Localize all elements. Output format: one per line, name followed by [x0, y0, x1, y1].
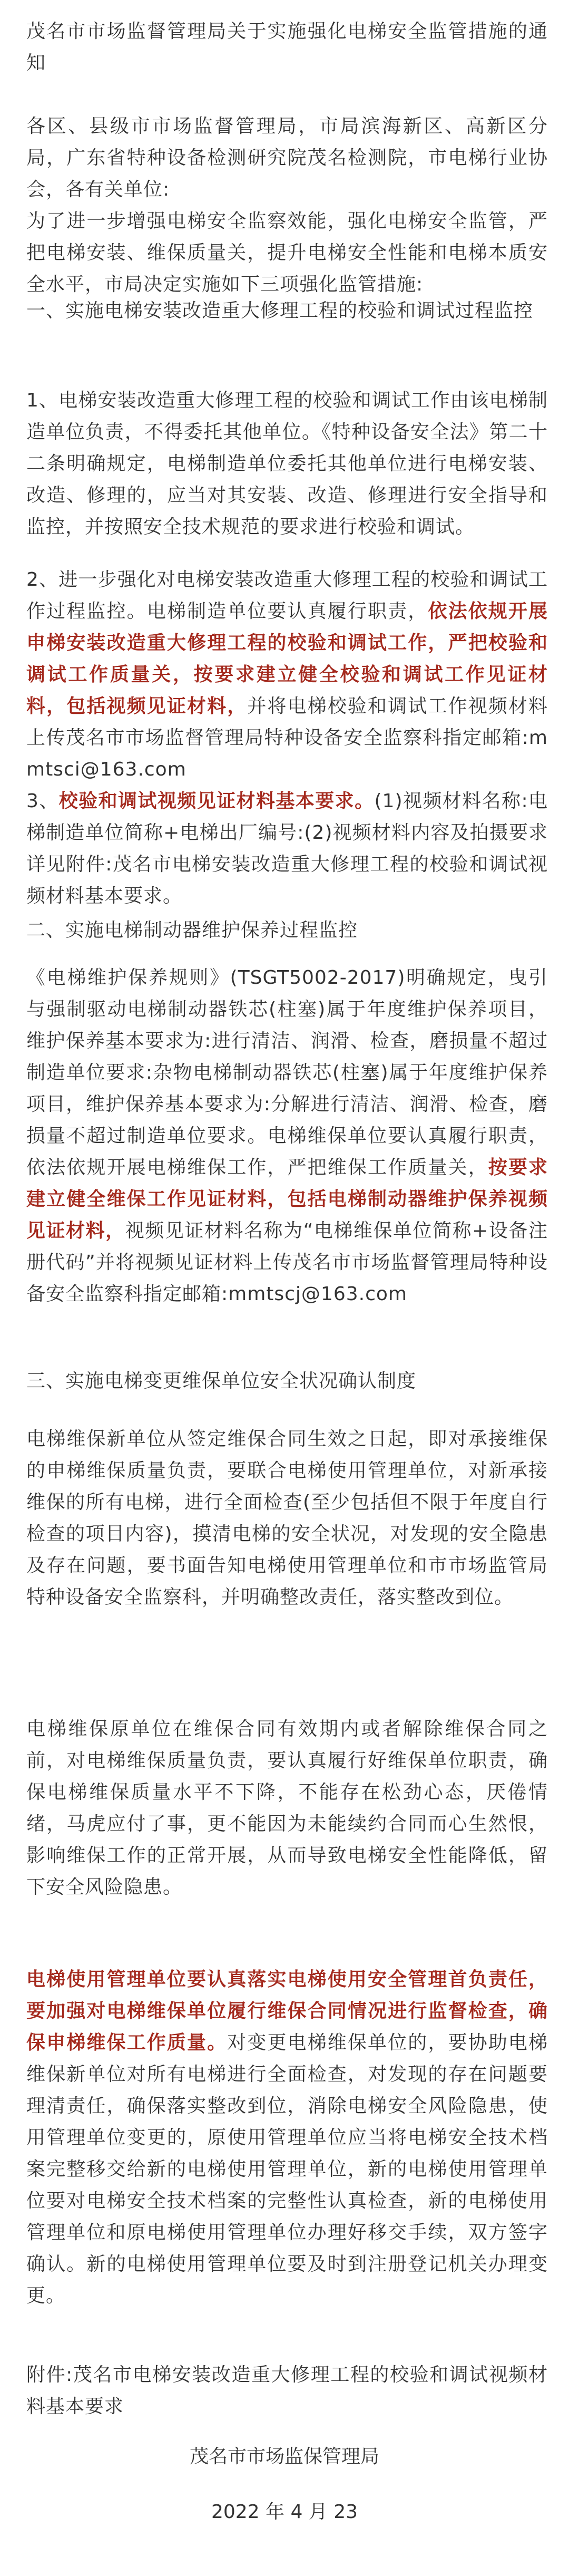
intro-paragraph: 为了进一步增强电梯安全监察效能，强化电梯安全监管，严把电梯安装、维保质量关，提升电梯安全性能和电梯本质安全水平，市局决定实施如下三项强化监管措施: [26, 210, 548, 295]
section3-paragraph-2: 电梯维保原单位在维保合同有效期内或者解除维保合同之前，对电梯维保质量负责，要认真履行好维保单位职责，确保电梯维保质量水平不下降，不能存在松劲心态，厌倦情绪，马虎应付了事，更不能因为未能续约合同而心生然恨，影响维保工作的正常开展，从而导致电梯安全性能降低，留下安全风险隐患。 [26, 1718, 548, 1898]
notice-title: 茂名市市场监督管理局关于实施强化电梯安全监管措施的通知 [26, 21, 548, 74]
section2-paragraph-1: 《电梯维护保养规则》(TSGT5002-2017)明确规定，曳引与强制驱动电梯制动器铁芯(柱塞)属于年度维护保养项目，维护保养基本要求为:进行清洁、润滑、检查，磨损量不超过制造单位要求:杂物电梯制动器铁芯(柱塞)属于年度维护保养项目，维护保养基本要求为:分解进行清洁、润滑、检查，磨损量不超过制造单位要求。电梯维保单位要认真履行职责，依法依规开展电梯维保工作，严把维保工作质量关，按要求建立健全维保工作见证材料，包括电梯制动器维护保养视频见证材料，视频见证材料名称为“电梯维保单位简称+设备注册代码”并将视频见证材料上传茂名市市场监督管理局特种设备安全监察科指定邮箱:mmtscj@163.com [26, 967, 548, 1305]
recipients: 各区、县级市市场监督管理局，市局滨海新区、高新区分局，广东省特种设备检测研究院茂名检测院，市电梯行业协会，各有关单位: [26, 115, 548, 200]
issuer: 茂名市市场监保管理局 [189, 2446, 379, 2467]
section1-paragraph-3-emphasis: 校验和调试视频见证材料基本要求。 [58, 790, 375, 812]
section1-heading: 一、实施电梯安装改造重大修理工程的校验和调试过程监控 [26, 300, 534, 322]
section1-paragraph-1: 1、电梯安装改造重大修理工程的校验和调试工作由该电梯制造单位负责，不得委托其他单位。《特种设备安全法》第二十二条明确规定，电梯制造单位委托其他单位进行电梯安装、改造、修理的，应当对其安装、改造、修理进行安全指导和监控，并按照安全技术规范的要求进行校验和调试。 [26, 390, 548, 538]
section3-paragraph-1: 电梯维保新单位从签定维保合同生效之日起，即对承接维保的申梯维保质量负责，要联合电梯使用管理单位，对新承接维保的所有电梯，进行全面检查(至少包括但不限于年度自行检查的项目内容)，摸清电梯的安全状况，对发现的安全隐患及存在问题，要书面告知电梯使用管理单位和市市场监管局特种设备安全监察科，并明确整改责任，落实整改到位。 [26, 1428, 548, 1608]
section1-paragraph-2-emphasis: 依法依规开展申梯安装改造重大修理工程的校验和调试工作，严把校验和调试工作质量关，按要求建立健全校验和调试工作见证材料，包括视频见证材料， [26, 601, 548, 717]
section1-paragraph-3: 3、校验和调试视频见证材料基本要求。(1)视频材料名称:电梯制造单位简称+电梯出厂编号:(2)视频材料内容及拍摄要求详见附件:茂名市电梯安装改造重大修理工程的校验和调试视频材料基本要求。 [26, 790, 548, 907]
section3-heading: 三、实施电梯变更维保单位安全状况确认制度 [26, 1370, 417, 1392]
section2-paragraph-1-emphasis: 按要求建立健全维保工作见证材料，包括电梯制动器维护保养视频见证材料， [26, 1157, 548, 1242]
section3-paragraph-3-emphasis: 电梯使用管理单位要认真落实电梯使用安全管理首负责任，要加强对电梯维保单位履行维保合同情况进行监督检查，确保申梯维保工作质量。 [26, 1969, 548, 2054]
attachment-note: 附件:茂名市电梯安装改造重大修理工程的校验和调试视频材料基本要求 [26, 2364, 548, 2417]
section3-paragraph-3: 电梯使用管理单位要认真落实电梯使用安全管理首负责任，要加强对电梯维保单位履行维保合同情况进行监督检查，确保申梯维保工作质量。对变更电梯维保单位的，要协助电梯维保新单位对所有电梯进行全面检查，对发现的存在问题要理清责任，确保落实整改到位，消除电梯安全风险隐患，使用管理单位变更的，原使用管理单位应当将电梯安全技术档案完整移交给新的电梯使用管理单位，新的电梯使用管理单位要对电梯安全技术档案的完整性认真检查，新的电梯使用管理单位和原电梯使用管理单位办理好移交手续，双方签字确认。新的电梯使用管理单位要及时到注册登记机关办理变更。 [26, 1969, 548, 2307]
issue-date: 2022 年 4 月 23 [211, 2501, 358, 2523]
section1-paragraph-2: 2、进一步强化对电梯安装改造重大修理工程的校验和调试工作过程监控。电梯制造单位要认真履行职责，依法依规开展申梯安装改造重大修理工程的校验和调试工作，严把校验和调试工作质量关，按要求建立健全校验和调试工作见证材料，包括视频见证材料，并将电梯校验和调试工作视频材料上传茂名市市场监督管理局特种设备安全监察科指定邮箱:mmtsci@163.com [26, 569, 548, 780]
section2-heading: 二、实施电梯制动器维护保养过程监控 [26, 919, 358, 941]
